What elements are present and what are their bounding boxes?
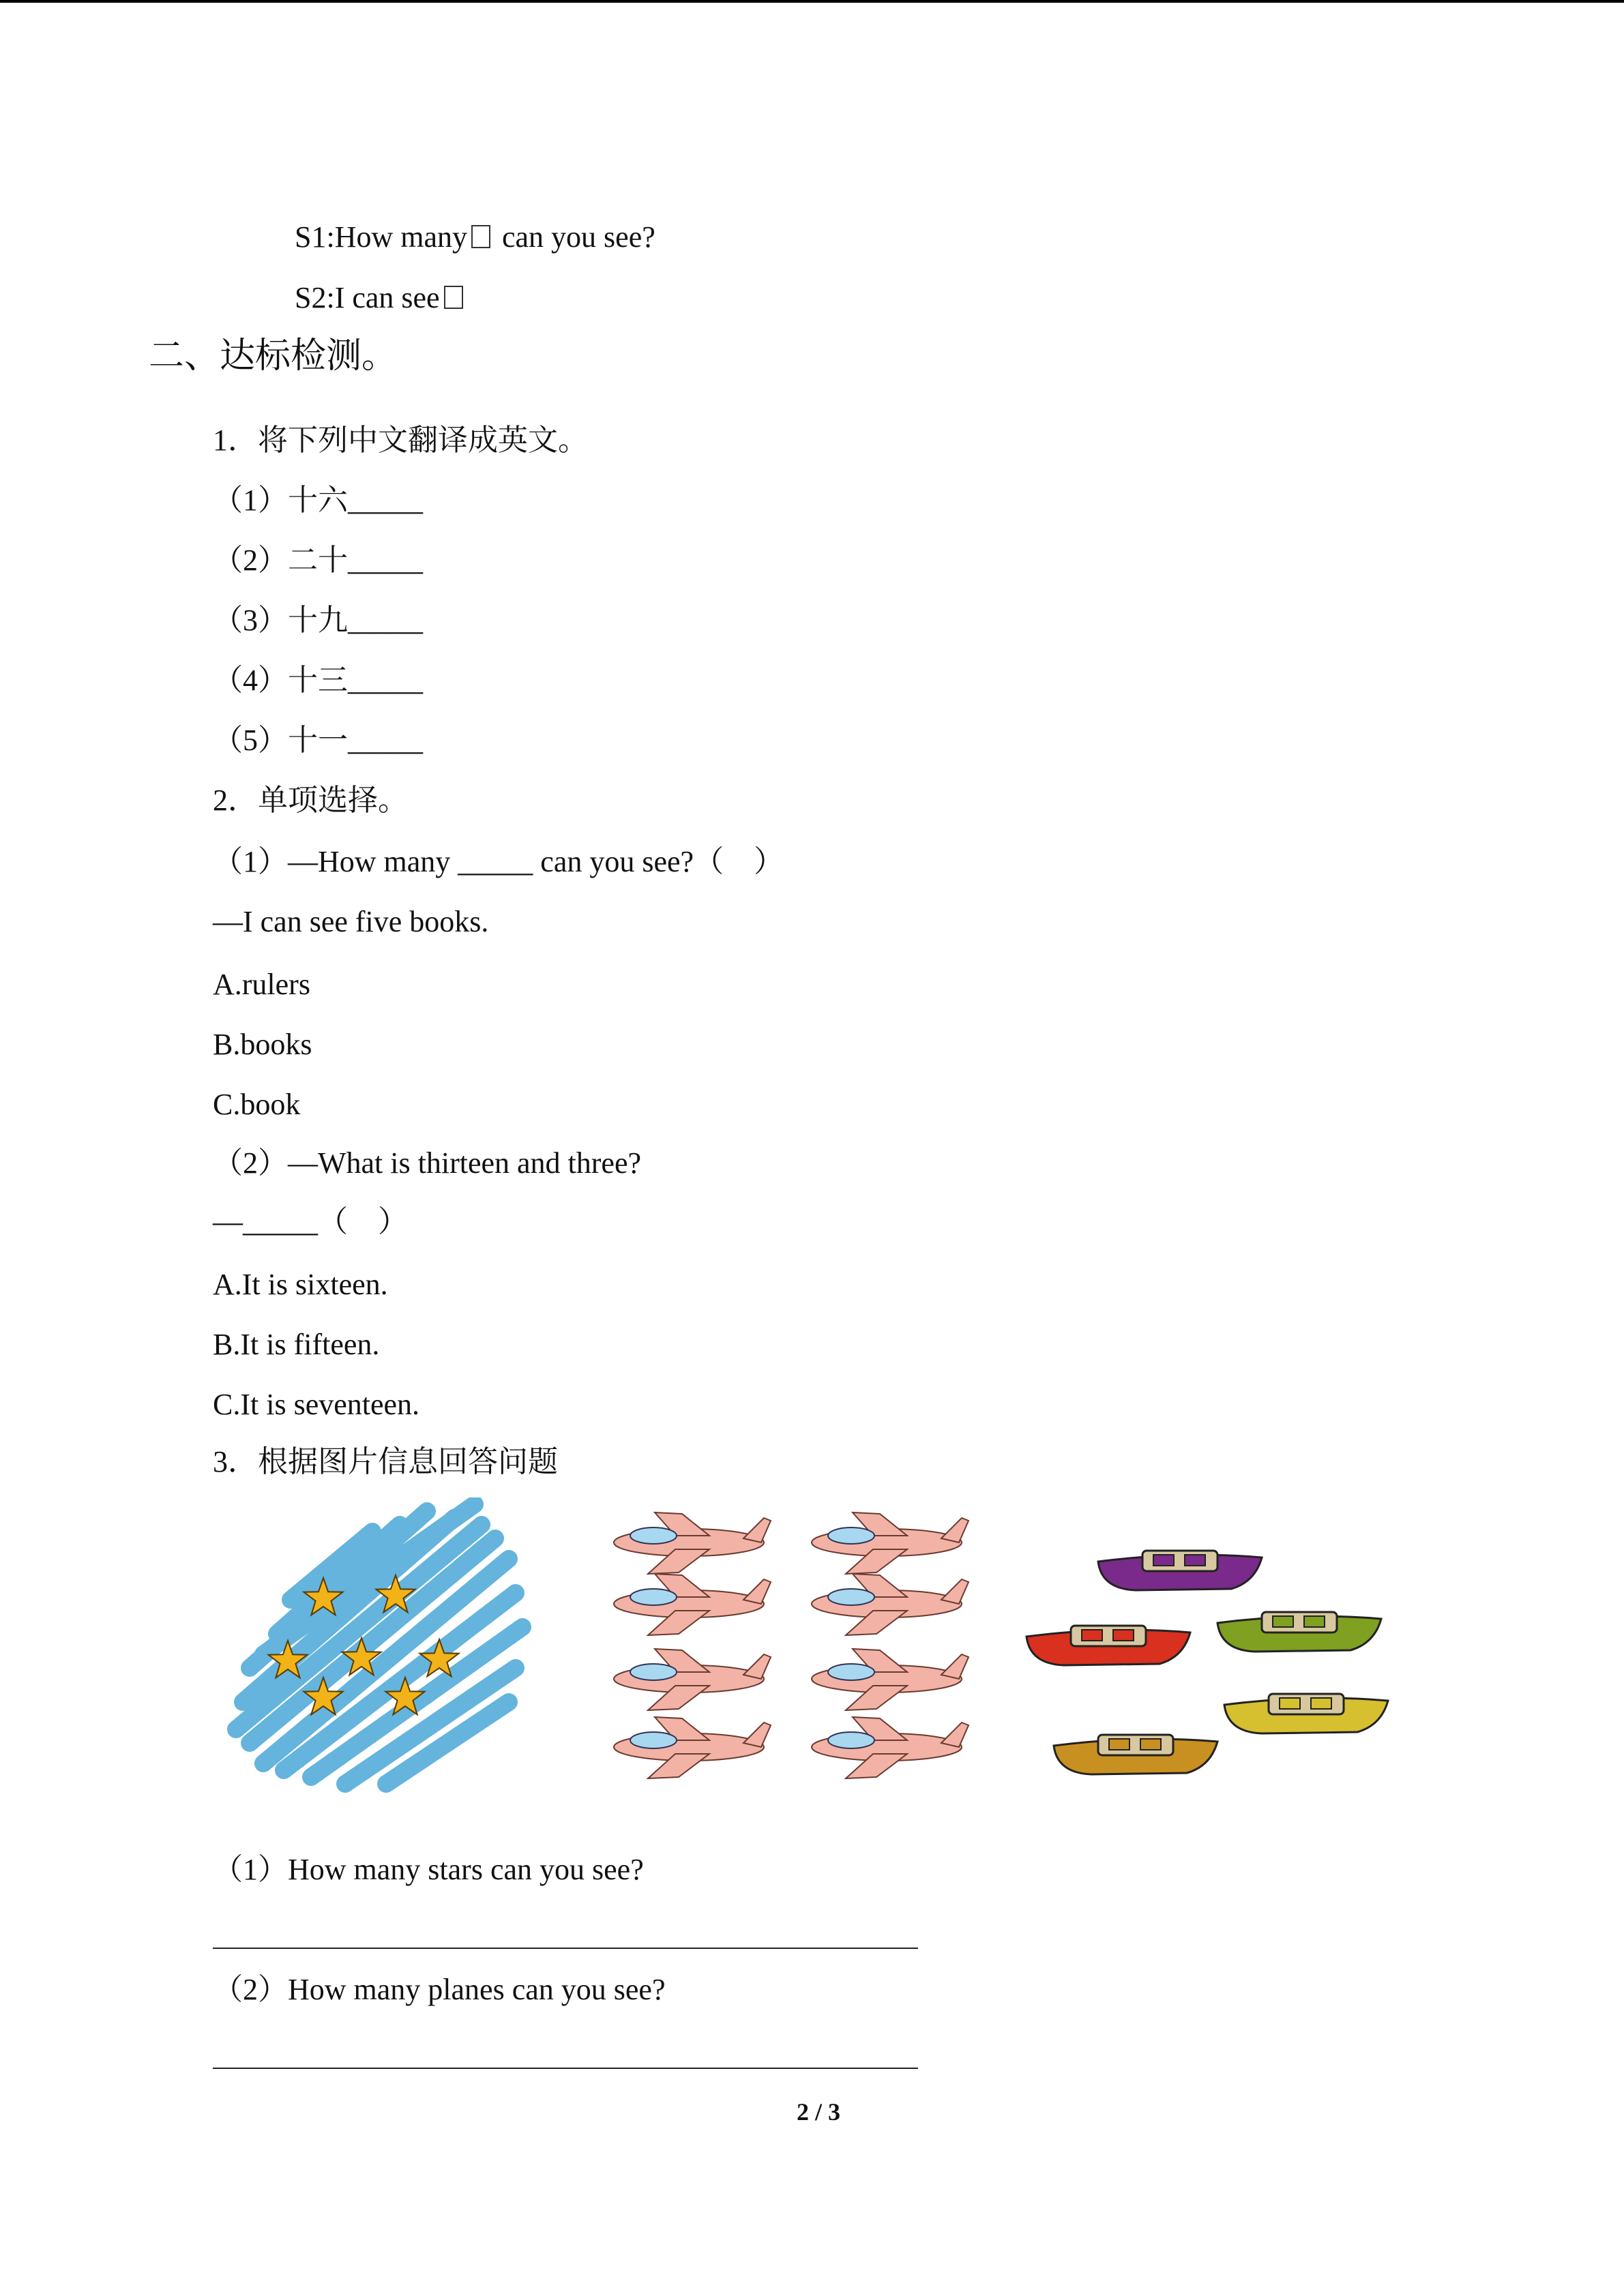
stars-picture <box>222 1497 550 1798</box>
q2-sub1-option: A.rulers <box>213 968 310 1001</box>
q1-item: （1）十六_____ <box>213 483 423 517</box>
plane-icon <box>614 1717 771 1778</box>
plane-icon <box>812 1574 969 1635</box>
q2-sub1-option: C.book <box>213 1088 301 1121</box>
dialogue-s1: S1:How many can you see? <box>295 220 655 254</box>
q2-sub2-option: B.It is fifteen. <box>213 1328 380 1361</box>
q2-sub2-option: A.It is sixteen. <box>213 1268 388 1301</box>
section-heading: 二、达标检测。 <box>149 337 398 376</box>
q1-item: （4）十三_____ <box>213 664 423 697</box>
q2-sub1-answer: —I can see five books. <box>213 905 489 938</box>
plane-group <box>614 1512 969 1778</box>
boat-icon <box>1224 1694 1388 1733</box>
blank-box-icon <box>471 225 490 248</box>
q3-question: （2）How many planes can you see? <box>213 1973 666 2006</box>
plane-icon <box>614 1649 771 1710</box>
boats-picture <box>1023 1527 1391 1800</box>
q3-title: 3．根据图片信息回答问题 <box>213 1445 558 1478</box>
q3-question: （1）How many stars can you see? <box>213 1853 644 1886</box>
q2-sub1-question: （1）—How many _____ can you see?（ ） <box>213 845 784 878</box>
plane-icon <box>614 1574 771 1635</box>
blue-scribble <box>236 1504 522 1784</box>
plane-icon <box>812 1649 969 1710</box>
dialogue-s2: S2:I can see <box>295 279 467 317</box>
answer-line[interactable] <box>213 1948 918 1949</box>
answer-line[interactable] <box>213 2068 918 2069</box>
boat-icon <box>1054 1735 1217 1774</box>
q2-sub2-option: C.It is seventeen. <box>213 1388 420 1421</box>
boat-icon <box>1217 1612 1381 1652</box>
plane-icon <box>614 1512 771 1574</box>
plane-icon <box>812 1512 969 1574</box>
boat-icon <box>1027 1626 1190 1665</box>
q2-title: 2．单项选择。 <box>213 784 408 817</box>
q1-item: （3）十九_____ <box>213 603 423 637</box>
q1-item: （5）十一_____ <box>213 724 423 757</box>
blank-box-icon <box>444 286 463 309</box>
boat-icon <box>1098 1551 1262 1590</box>
page-number: 2 / 3 <box>796 2098 840 2126</box>
top-border <box>0 0 1624 3</box>
q1-item: （2）二十_____ <box>213 543 423 577</box>
q2-sub2-question: （2）—What is thirteen and three? <box>213 1146 642 1180</box>
q1-title: 1．将下列中文翻译成英文。 <box>213 423 588 457</box>
q2-sub1-option: B.books <box>213 1028 312 1061</box>
q2-sub2-answer: —_____（ ） <box>213 1205 408 1238</box>
plane-icon <box>812 1717 969 1778</box>
boat-group <box>1027 1551 1388 1774</box>
planes-picture <box>600 1508 982 1795</box>
